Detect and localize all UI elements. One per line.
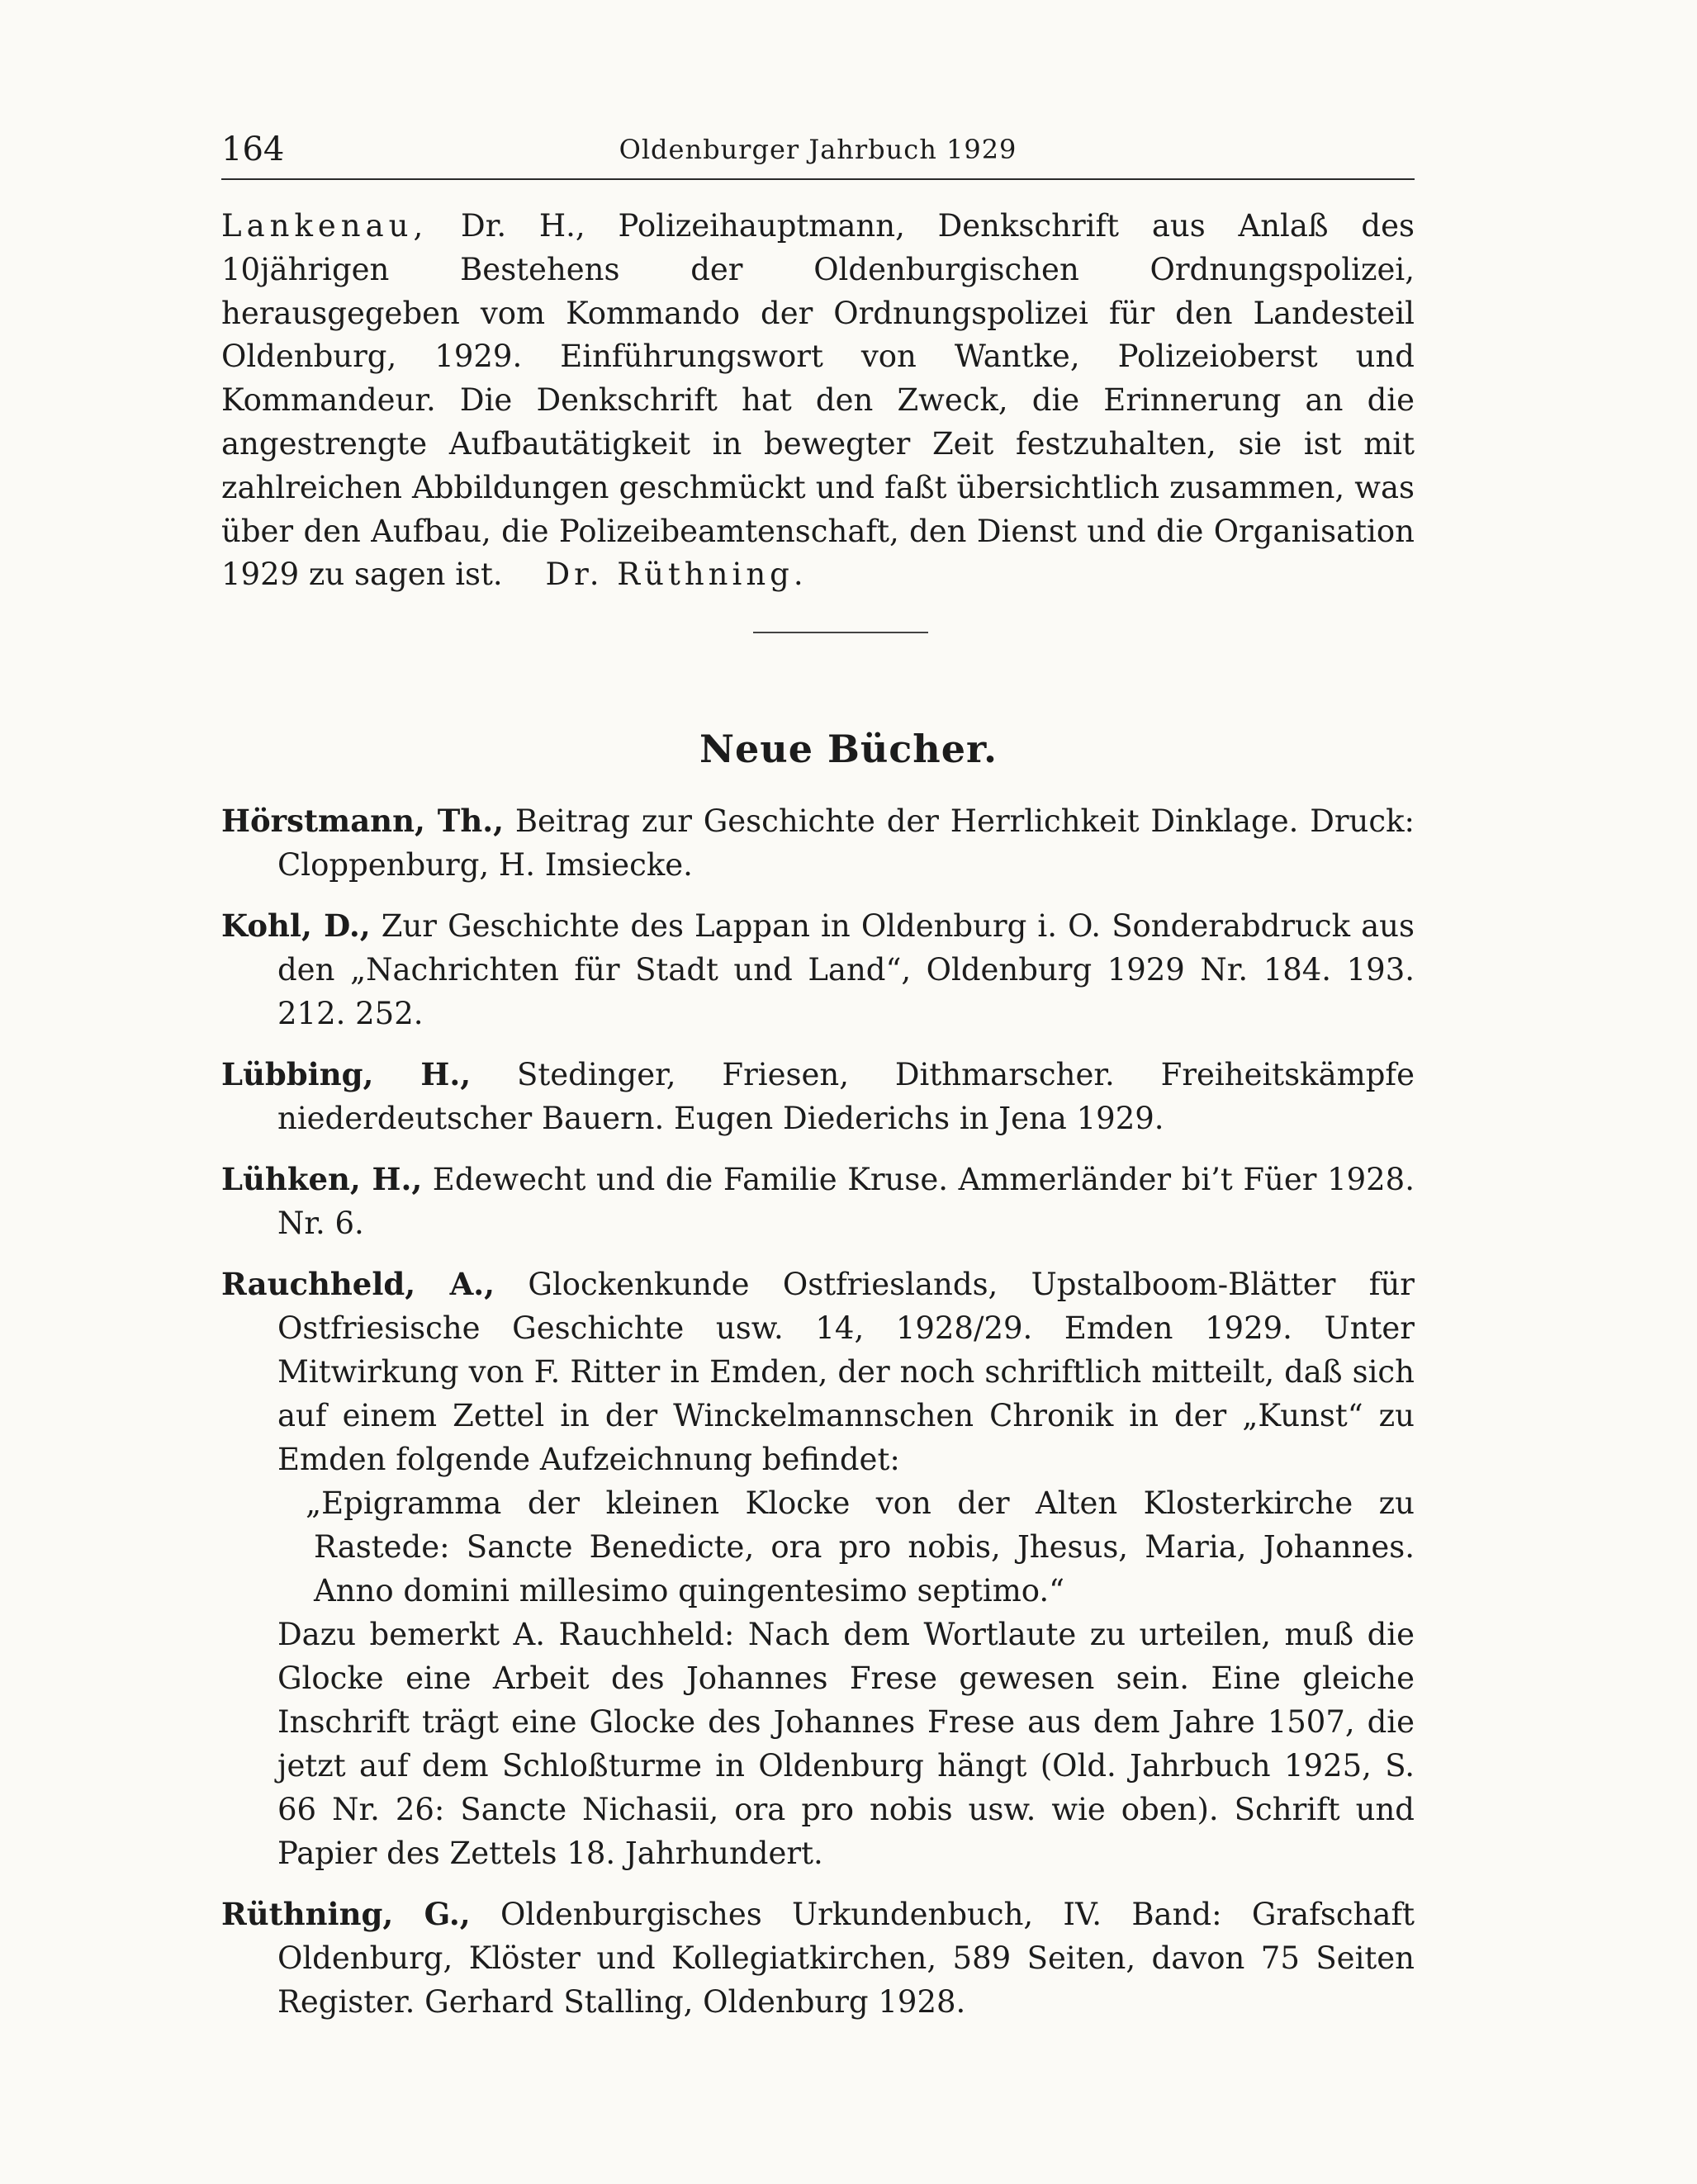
review-paragraph xyxy=(221,205,1415,597)
page-number: 164 xyxy=(221,130,285,168)
entry-author: Hörstmann, Th., xyxy=(221,803,505,839)
review-text: Dr. H., Polizeihauptmann, Denkschrift aus Anlaß des 10jährigen Bestehens der Oldenburgischen Ordnungspolizei, herausgegeben vom Kommando der Ordnungspolizei für den Landesteil Oldenburg, 1929. Einführungswort von Wantke, Polizeioberst und Kommandeur. Die Denkschrift hat den Zweck, die Erinnerung an die angestrengte Aufbautätigkeit in bewegter Zeit festzuhalten, sie ist mit zahlreichen Abbildungen geschmückt und faßt übersichtlich zusammen, was über den Aufbau, die Polizeibeamtenschaft, den Dienst und die Organisation 1929 zu sagen ist. xyxy=(221,208,1415,593)
section-title: Neue Bücher. xyxy=(699,727,998,771)
list-item xyxy=(221,1893,1415,2024)
entry-author: Lühken, H., xyxy=(221,1161,423,1197)
list-item xyxy=(221,1053,1415,1140)
list-item-rauchheld xyxy=(221,1263,1415,1875)
signature-name: Rüthning. xyxy=(617,557,808,593)
entry-text: Glockenkunde Ostfrieslands, Upstalboom-Blätter für Ostfriesische Geschichte usw. 14, 1928/29. Emden 1929. Unter Mitwirkung von F. Ritter in Emden, der noch schriftlich mitteilt, daß sich auf einem Zettel in der Winckelmannschen Chronik in der „Kunst“ zu Emden folgende Aufzeichnung befindet: xyxy=(277,1267,1415,1477)
entry-text: Beitrag zur Geschichte der Herrlichkeit Dinklage. Druck: Cloppenburg, H. Imsiecke. xyxy=(277,803,1415,883)
entry-text: Stedinger, Friesen, Dithmarscher. Freiheitskämpfe niederdeutscher Bauern. Eugen Diederichs in Jena 1929. xyxy=(277,1057,1415,1136)
entry-text: Oldenburgisches Urkundenbuch, IV. Band: Grafschaft Oldenburg, Klöster und Kollegiatkirchen, 589 Seiten, davon 75 Seiten Register. Gerhard Stalling, Oldenburg 1928. xyxy=(277,1897,1415,2020)
entry-comment: Dazu bemerkt A. Rauchheld: Nach dem Wortlaute zu urteilen, muß die Glocke eine Arbeit des Johannes Frese gewesen sein. Eine gleiche Inschrift trägt eine Glocke des Johannes Frese aus dem Jahre 1507, die jetzt auf dem Schloßturme in Oldenburg hängt (Old. Jahrbuch 1925, S. 66 Nr. 26: Sancte Nichasii, ora pro nobis usw. wie oben). Schrift und Papier des Zettels 18. Jahrhundert. xyxy=(277,1617,1415,1871)
running-title: Oldenburger Jahrbuch 1929 xyxy=(619,134,1017,165)
entry-author: Kohl, D., xyxy=(221,907,371,944)
list-item xyxy=(221,904,1415,1035)
entry-text: Edewecht und die Familie Kruse. Ammerländer bi’t Füer 1928. Nr. 6. xyxy=(277,1162,1415,1241)
entry-author: Lübbing, H., xyxy=(221,1056,472,1092)
signature-prefix: Dr. xyxy=(545,557,604,593)
inscription-quote: „Epigramma der kleinen Klocke von der Alten Klosterkirche zu Rastede: Sancte Benedicte, ora pro nobis, Jhesus, Maria, Johannes. Anno domini millesimo quingentesimo septimo.“ xyxy=(306,1485,1415,1608)
entry-text: Zur Geschichte des Lappan in Oldenburg i. O. Sonderabdruck aus den „Nachrichten für Stadt und Land“, Oldenburg 1929 Nr. 184. 193. 212. 252. xyxy=(277,908,1415,1031)
entry-author: Rüthning, G., xyxy=(221,1896,471,1932)
review-signature xyxy=(545,553,807,597)
page-header xyxy=(221,124,1415,180)
list-item xyxy=(221,1158,1415,1245)
book-list xyxy=(221,799,1415,2041)
list-item xyxy=(221,799,1415,887)
section-divider xyxy=(753,632,928,633)
entry-author: Rauchheld, A., xyxy=(221,1266,495,1302)
review-author: Lankenau, xyxy=(221,208,429,244)
